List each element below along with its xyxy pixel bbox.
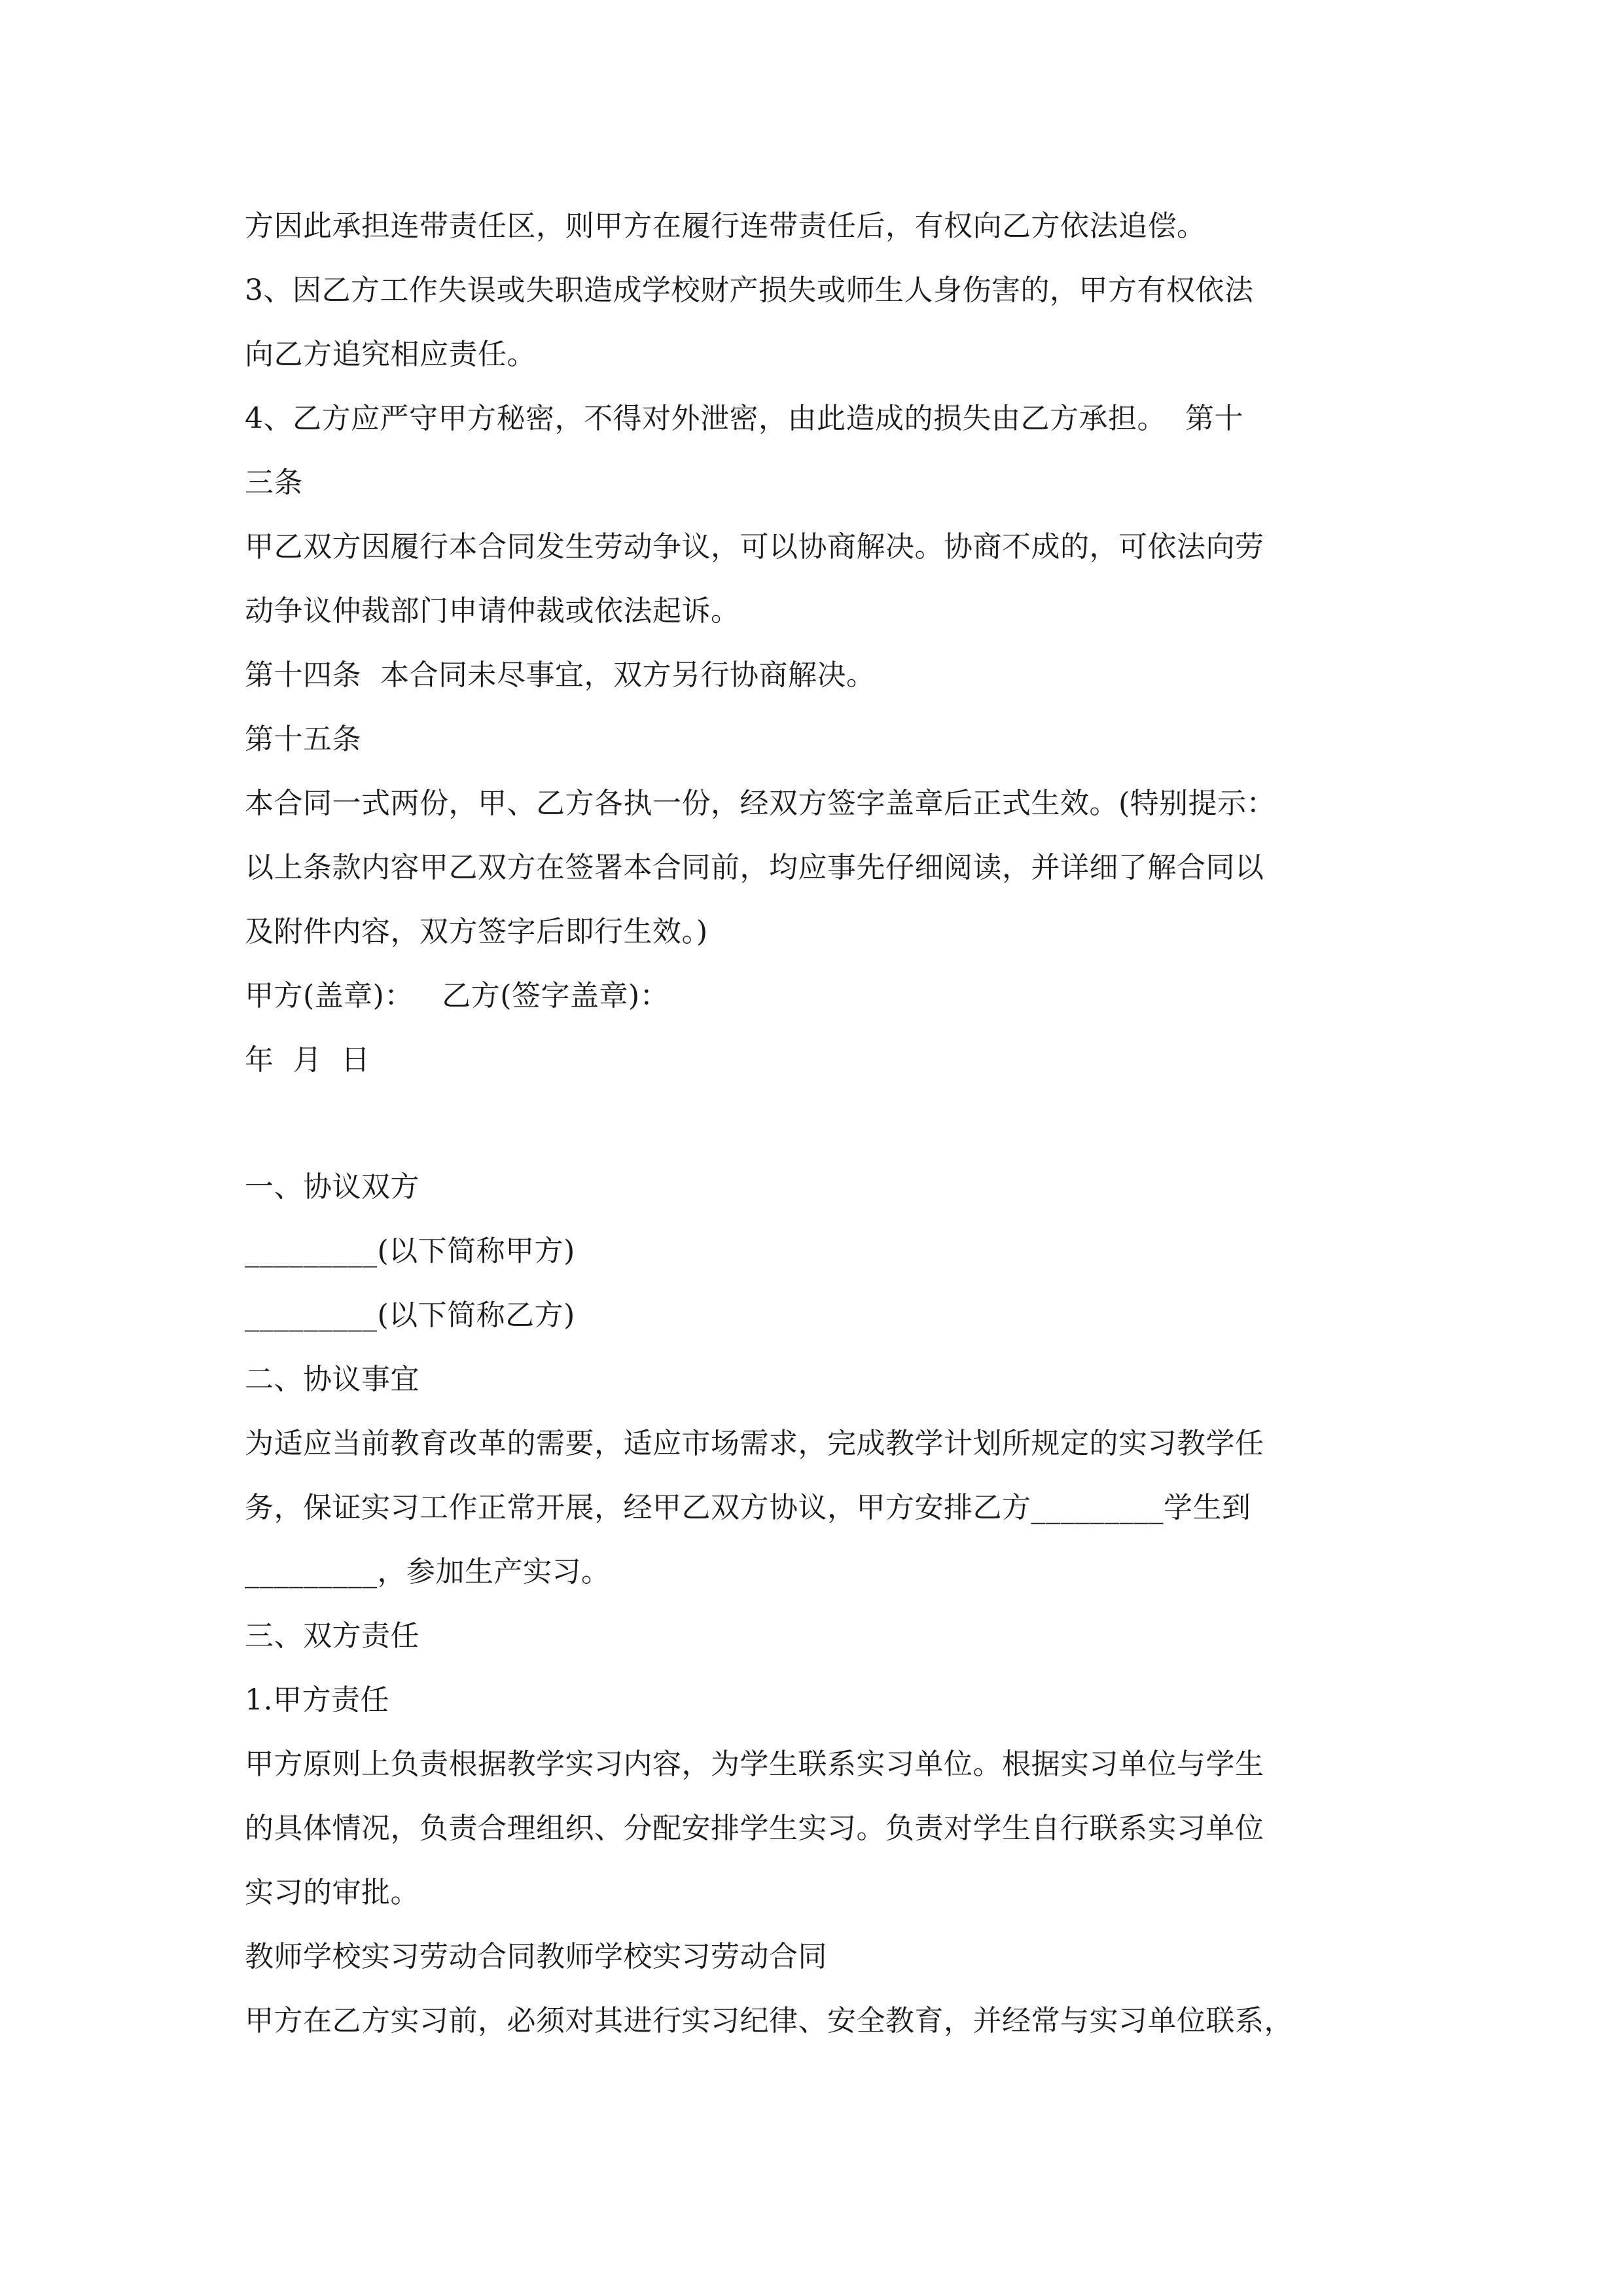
section-heading: 一、协议双方 bbox=[245, 1170, 419, 1204]
text-line: 本合同一式两份，甲、乙方各执一份，经双方签字盖章后正式生效。(特别提示： bbox=[245, 787, 1276, 820]
text-line: 第十五条 bbox=[245, 723, 361, 756]
text-line: 向乙方追究相应责任。 bbox=[245, 338, 536, 371]
text-line: 的具体情况，负责合理组织、分配安排学生实习。负责对学生自行联系实习单位 bbox=[245, 1812, 1264, 1845]
text-line: 甲乙双方因履行本合同发生劳动争议，可以协商解决。协商不成的，可依法向劳 bbox=[245, 530, 1264, 564]
date-line: 年 月 日 bbox=[245, 1043, 370, 1077]
text-line: 实习的审批。 bbox=[245, 1876, 419, 1909]
signature-line: 甲方(盖章)： 乙方(签字盖章)： bbox=[245, 979, 669, 1013]
subsection-heading: 1.甲方责任 bbox=[245, 1683, 389, 1717]
text-line: 教师学校实习劳动合同教师学校实习劳动合同 bbox=[245, 1940, 827, 1973]
text-line: 务，保证实习工作正常开展，经甲乙双方协议，甲方安排乙方_________学生到 bbox=[245, 1491, 1251, 1524]
text-line: 三条 bbox=[245, 466, 303, 499]
text-line: 4、乙方应严守甲方秘密，不得对外泄密，由此造成的损失由乙方承担。 第十 bbox=[245, 402, 1243, 435]
text-line: 3、因乙方工作失误或失职造成学校财产损失或师生人身伤害的，甲方有权依法 bbox=[245, 274, 1254, 307]
party-line: _________(以下简称甲方) bbox=[245, 1234, 575, 1268]
text-line: 甲方在乙方实习前，必须对其进行实习纪律、安全教育，并经常与实习单位联系， bbox=[245, 2004, 1293, 2037]
text-line: 方因此承担连带责任区，则甲方在履行连带责任后，有权向乙方依法追偿。 bbox=[245, 209, 1206, 243]
text-line: 及附件内容，双方签字后即行生效。) bbox=[245, 915, 708, 948]
text-line: 动争议仲裁部门申请仲裁或依法起诉。 bbox=[245, 594, 740, 628]
text-line: 以上条款内容甲乙双方在签署本合同前，均应事先仔细阅读，并详细了解合同以 bbox=[245, 851, 1264, 884]
text-line: _________，参加生产实习。 bbox=[245, 1555, 611, 1588]
text-line: 第十四条 本合同未尽事宜，双方另行协商解决。 bbox=[245, 658, 876, 692]
text-line: 为适应当前教育改革的需要，适应市场需求，完成教学计划所规定的实习教学任 bbox=[245, 1427, 1264, 1460]
party-line: _________(以下简称乙方) bbox=[245, 1299, 575, 1332]
section-heading: 二、协议事宜 bbox=[245, 1363, 419, 1396]
section-heading: 三、双方责任 bbox=[245, 1619, 419, 1653]
text-line: 甲方原则上负责根据教学实习内容，为学生联系实习单位。根据实习单位与学生 bbox=[245, 1748, 1264, 1781]
